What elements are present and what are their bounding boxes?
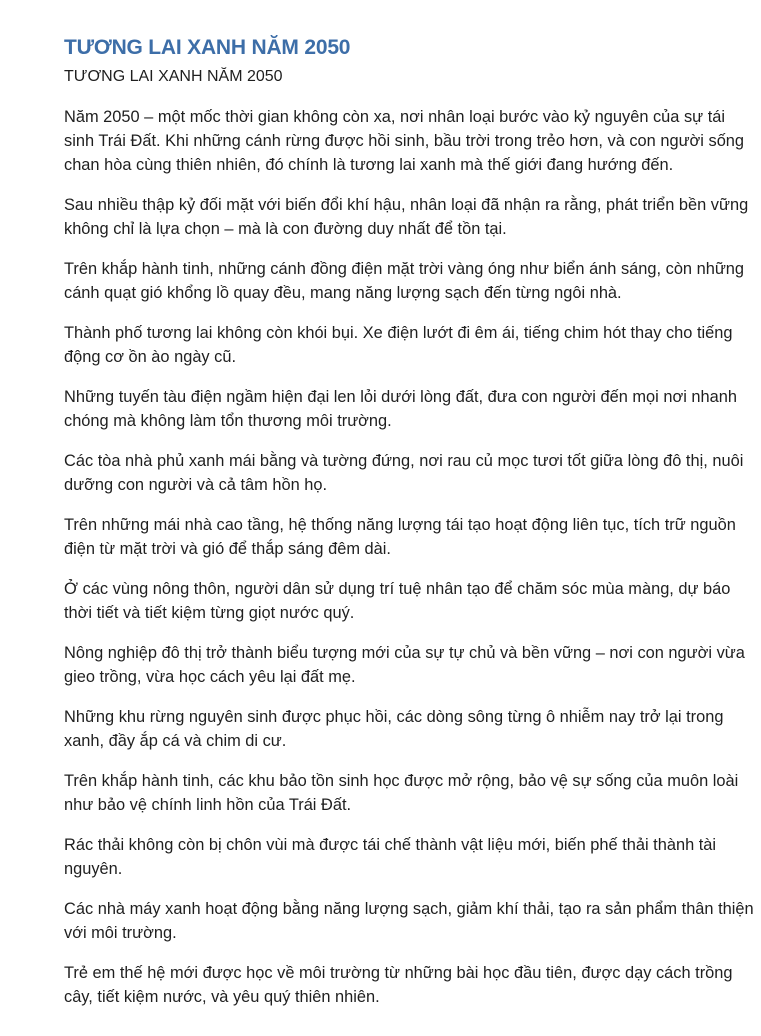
paragraph-3: Trên khắp hành tinh, những cánh đồng điện mặt trời vàng óng như biển ánh sáng, còn những cánh quạt gió khổng lồ quay đều, mang năng lượng sạch đến từng ngôi nhà.: [64, 260, 745, 302]
document-subtitle: TƯƠNG LAI XANH NĂM 2050: [64, 68, 283, 85]
paragraph-9: Nông nghiệp đô thị trở thành biểu tượng mới của sự tự chủ và bền vững – nơi con người vừa gieo trồng, vừa học cách yêu lại đất mẹ.: [64, 644, 745, 686]
paragraph-2: Sau nhiều thập kỷ đối mặt với biến đổi khí hậu, nhân loại đã nhận ra rằng, phát triển bền vững không chỉ là lựa chọn – mà là con đường duy nhất để tồn tại.: [64, 196, 749, 238]
document-page: [64, 34, 754, 1025]
paragraph-1: Năm 2050 – một mốc thời gian không còn xa, nơi nhân loại bước vào kỷ nguyên của sự tái sinh Trái Đất. Khi những cánh rừng được hồi sinh, bầu trời trong trẻo hơn, và con người sống chan hòa cùng thiên nhiên, đó chính là tương lai xanh mà thế giới đang hướng đến.: [64, 108, 745, 174]
paragraph-8: Ở các vùng nông thôn, người dân sử dụng trí tuệ nhân tạo để chăm sóc mùa màng, dự báo thời tiết và tiết kiệm từng giọt nước quý.: [64, 580, 731, 622]
paragraph-11: Trên khắp hành tinh, các khu bảo tồn sinh học được mở rộng, bảo vệ sự sống của muôn loài như bảo vệ chính linh hồn của Trái Đất.: [64, 772, 739, 814]
paragraph-5: Những tuyến tàu điện ngầm hiện đại len lỏi dưới lòng đất, đưa con người đến mọi nơi nhanh chóng mà không làm tổn thương môi trường.: [64, 388, 738, 430]
paragraph-14: Trẻ em thế hệ mới được học về môi trường từ những bài học đầu tiên, được dạy cách trồng cây, tiết kiệm nước, và yêu quý thiên nhiên.: [64, 964, 733, 1006]
document-title: TƯƠNG LAI XANH NĂM 2050: [64, 36, 351, 59]
paragraph-12: Rác thải không còn bị chôn vùi mà được tái chế thành vật liệu mới, biến phế thải thành tài nguyên.: [64, 836, 717, 878]
paragraph-6: Các tòa nhà phủ xanh mái bằng và tường đứng, nơi rau củ mọc tươi tốt giữa lòng đô thị, nuôi dưỡng con người và cả tâm hồn họ.: [64, 452, 744, 494]
paragraph-10: Những khu rừng nguyên sinh được phục hồi, các dòng sông từng ô nhiễm nay trở lại trong xanh, đầy ắp cá và chim di cư.: [64, 708, 724, 750]
paragraph-4: Thành phố tương lai không còn khói bụi. Xe điện lướt đi êm ái, tiếng chim hót thay cho tiếng động cơ ồn ào ngày cũ.: [64, 324, 733, 366]
paragraph-7: Trên những mái nhà cao tầng, hệ thống năng lượng tái tạo hoạt động liên tục, tích trữ nguồn điện từ mặt trời và gió để thắp sáng đêm dài.: [64, 516, 736, 558]
paragraph-13: Các nhà máy xanh hoạt động bằng năng lượng sạch, giảm khí thải, tạo ra sản phẩm thân thiện với môi trường.: [64, 900, 754, 942]
document-body: [64, 105, 754, 1009]
